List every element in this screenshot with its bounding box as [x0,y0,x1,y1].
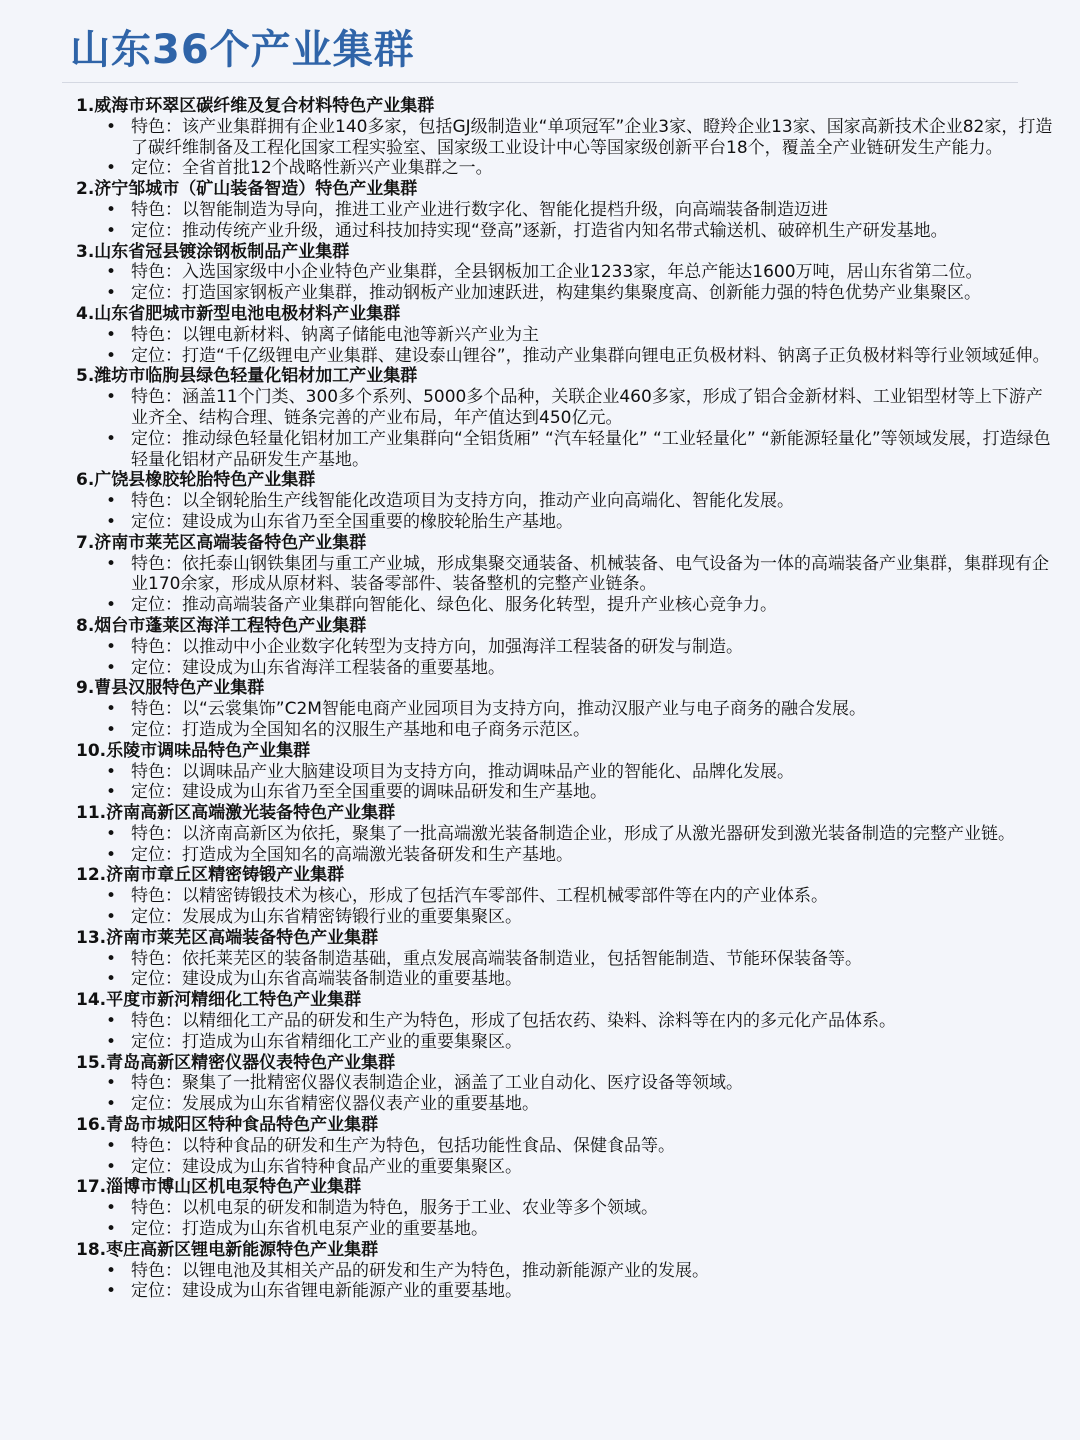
title-divider [62,82,1018,83]
cluster-detail-item [76,658,1054,679]
bullet-icon: • [106,907,117,928]
cluster-detail-item [76,824,1054,845]
cluster-detail-text: 定位：打造国家钢板产业集群，推动钢板产业加速跃进，构建集约集聚度高、创新能力强的特色优势产业集聚区。 [131,283,981,304]
cluster-detail-item [76,1281,1054,1302]
bullet-icon: • [106,969,117,990]
bullet-icon: • [106,1031,117,1052]
cluster-detail-text: 特色：依托莱芜区的装备制造基础，重点发展高端装备制造业，包括智能制造、节能环保装备等。 [131,948,862,969]
cluster-section [76,741,1054,803]
bullet-icon: • [106,948,117,969]
cluster-detail-item [76,949,1054,970]
cluster-detail-text: 特色：以济南高新区为依托，聚集了一批高端激光装备制造企业，形成了从激光器研发到激光装备制造的完整产业链。 [131,823,1015,844]
cluster-detail-item [76,221,1054,242]
cluster-section [76,533,1054,616]
cluster-detail-item [76,845,1054,866]
cluster-detail-text: 特色：以机电泵的研发和制造为特色，服务于工业、农业等多个领域。 [131,1198,658,1219]
cluster-heading: 12.济南市章丘区精密铸锻产业集群 [76,865,345,886]
cluster-section [76,366,1054,470]
cluster-detail-text: 特色：以推动中小企业数字化转型为支持方向，加强海洋工程装备的研发与制造。 [131,636,743,657]
cluster-detail-text: 特色：以特种食品的研发和生产为特色，包括功能性食品、保健食品等。 [131,1135,675,1156]
cluster-detail-item [76,1136,1054,1157]
bullet-icon: • [106,823,117,844]
cluster-section [76,928,1054,990]
cluster-detail-text: 特色：以“云裳集饰”C2M智能电商产业园项目为支持方向，推动汉服产业与电子商务的融合发展。 [131,699,866,720]
cluster-section [76,242,1054,304]
cluster-detail-item [76,325,1054,346]
bullet-icon: • [106,387,117,408]
cluster-detail-text: 定位：推动高端装备产业集群向智能化、绿色化、服务化转型，提升产业核心竞争力。 [131,595,777,616]
cluster-detail-text: 定位：全省首批12个战略性新兴产业集群之一。 [131,158,493,179]
cluster-heading: 17.淄博市博山区机电泵特色产业集群 [76,1177,362,1198]
cluster-heading: 8.烟台市蓬莱区海洋工程特色产业集群 [76,615,367,636]
bullet-icon: • [106,886,117,907]
bullet-icon: • [106,1198,117,1219]
cluster-detail-item [76,1073,1054,1094]
cluster-heading: 11.济南高新区高端激光装备特色产业集群 [76,803,396,824]
bullet-icon: • [106,491,117,512]
cluster-detail-text: 定位：建设成为山东省高端装备制造业的重要基地。 [131,969,522,990]
cluster-detail-item [76,1032,1054,1053]
cluster-section [76,304,1054,366]
cluster-detail-text: 特色：以精细化工产品的研发和生产为特色，形成了包括农药、染料、涂料等在内的多元化产品体系。 [131,1011,896,1032]
cluster-detail-text: 定位：发展成为山东省精密铸锻行业的重要集聚区。 [131,907,522,928]
cluster-detail-text: 定位：打造成为山东省机电泵产业的重要基地。 [131,1219,488,1240]
cluster-detail-item [76,1011,1054,1032]
cluster-detail-item [76,158,1054,179]
bullet-icon: • [106,220,117,241]
cluster-section [76,1115,1054,1177]
cluster-detail-text: 定位：推动绿色轻量化铝材加工产业集群向“全铝货厢” “汽车轻量化” “工业轻量化” “新能源轻量化”等领域发展，打造绿色轻量化铝材产品研发生产基地。 [131,428,1051,470]
bullet-icon: • [106,636,117,657]
bullet-icon: • [106,553,117,574]
cluster-detail-item [76,491,1054,512]
cluster-detail-text: 特色：该产业集群拥有企业140多家，包括GJ级制造业“单项冠军”企业3家、瞪羚企业13家、国家高新技术企业82家，打造了碳纤维制备及工程化国家工程实验室、国家级工业设计中心等国家级创新平台18个，覆盖全产业链研发生产能力。 [131,116,1053,158]
bullet-icon: • [106,782,117,803]
cluster-section [76,1240,1054,1302]
cluster-detail-text: 特色：涵盖11个门类、300多个系列、5000多个品种，关联企业460多家，形成了铝合金新材料、工业铝型材等上下游产业齐全、结构合理、链条完善的产业布局，年产值达到450亿元。 [131,387,1043,428]
cluster-detail-text: 定位：建设成为山东省乃至全国重要的调味品研发和生产基地。 [131,782,607,803]
bullet-icon: • [106,283,117,304]
cluster-detail-item [76,595,1054,616]
cluster-detail-item [76,429,1054,471]
bullet-icon: • [106,699,117,720]
cluster-section [76,96,1054,179]
cluster-detail-item [76,1198,1054,1219]
cluster-section [76,803,1054,865]
cluster-detail-text: 特色：以锂电池及其相关产品的研发和生产为特色，推动新能源产业的发展。 [131,1260,709,1281]
cluster-detail-item [76,720,1054,741]
bullet-icon: • [106,844,117,865]
bullet-icon: • [106,1260,117,1281]
bullet-icon: • [106,1281,117,1302]
cluster-detail-text: 定位：打造成为全国知名的汉服生产基地和电子商务示范区。 [131,719,590,740]
cluster-detail-item [76,782,1054,803]
bullet-icon: • [106,1135,117,1156]
cluster-section [76,678,1054,740]
cluster-section [76,616,1054,678]
cluster-detail-text: 定位：打造成为山东省精细化工产业的重要集聚区。 [131,1031,522,1052]
cluster-detail-text: 特色：以全钢轮胎生产线智能化改造项目为支持方向，推动产业向高端化、智能化发展。 [131,491,794,512]
cluster-detail-text: 特色：依托泰山钢铁集团与重工产业城，形成集聚交通装备、机械装备、电气设备为一体的高端装备产业集群，集群现有企业170余家，形成从原材料、装备零部件、装备整机的完整产业链条。 [131,553,1049,595]
cluster-section [76,1177,1054,1239]
bullet-icon: • [106,1011,117,1032]
cluster-heading: 13.济南市莱芜区高端装备特色产业集群 [76,927,379,948]
cluster-detail-item [76,262,1054,283]
cluster-heading: 6.广饶县橡胶轮胎特色产业集群 [76,470,316,491]
cluster-detail-item [76,117,1054,159]
bullet-icon: • [106,199,117,220]
cluster-heading: 5.潍坊市临朐县绿色轻量化铝材加工产业集群 [76,366,418,387]
bullet-icon: • [106,324,117,345]
cluster-heading: 16.青岛市城阳区特种食品特色产业集群 [76,1115,379,1136]
cluster-detail-text: 定位：建设成为山东省乃至全国重要的橡胶轮胎生产基地。 [131,511,573,532]
cluster-section [76,865,1054,927]
cluster-heading: 15.青岛高新区精密仪器仪表特色产业集群 [76,1052,396,1073]
cluster-section [76,470,1054,532]
cluster-detail-text: 定位：打造成为全国知名的高端激光装备研发和生产基地。 [131,844,573,865]
bullet-icon: • [106,1094,117,1115]
cluster-heading: 14.平度市新河精细化工特色产业集群 [76,990,362,1011]
cluster-heading: 7.济南市莱芜区高端装备特色产业集群 [76,532,367,553]
cluster-detail-item [76,1261,1054,1282]
cluster-section [76,990,1054,1052]
cluster-heading: 3.山东省冠县镀涂钢板制品产业集群 [76,241,350,262]
bullet-icon: • [106,345,117,366]
cluster-detail-text: 定位：推动传统产业升级，通过科技加持实现“登高”逐新，打造省内知名带式输送机、破碎机生产研发基地。 [131,220,948,241]
cluster-section [76,179,1054,241]
bullet-icon: • [106,511,117,532]
cluster-detail-item [76,762,1054,783]
bullet-icon: • [106,116,117,137]
cluster-detail-item [76,637,1054,658]
cluster-heading: 10.乐陵市调味品特色产业集群 [76,740,311,761]
cluster-detail-text: 定位：打造“千亿级锂电产业集群、建设泰山锂谷”，推动产业集群向锂电正负极材料、钠离子正负极材料等行业领域延伸。 [131,345,1050,366]
page-title: 山东36个产业集群 [70,27,415,73]
cluster-heading: 2.济宁邹城市（矿山装备智造）特色产业集群 [76,179,418,200]
cluster-detail-item [76,512,1054,533]
cluster-detail-item [76,200,1054,221]
bullet-icon: • [106,262,117,283]
bullet-icon: • [106,1073,117,1094]
cluster-list [0,96,1080,1302]
cluster-detail-item [76,1157,1054,1178]
cluster-heading: 18.枣庄高新区锂电新能源特色产业集群 [76,1239,379,1260]
cluster-detail-text: 特色：以精密铸锻技术为核心，形成了包括汽车零部件、工程机械零部件等在内的产业体系。 [131,886,828,907]
cluster-detail-text: 定位：建设成为山东省锂电新能源产业的重要基地。 [131,1281,522,1302]
cluster-detail-text: 特色：以调味品产业大脑建设项目为支持方向，推动调味品产业的智能化、品牌化发展。 [131,761,794,782]
cluster-detail-text: 特色：入选国家级中小企业特色产业集群，全县钢板加工企业1233家，年总产能达1600万吨，居山东省第二位。 [131,262,983,283]
bullet-icon: • [106,158,117,179]
cluster-detail-item [76,283,1054,304]
cluster-detail-item [76,1094,1054,1115]
cluster-detail-item [76,699,1054,720]
cluster-detail-item [76,1219,1054,1240]
cluster-detail-text: 定位：建设成为山东省海洋工程装备的重要基地。 [131,657,505,678]
bullet-icon: • [106,657,117,678]
cluster-heading: 4.山东省肥城市新型电池电极材料产业集群 [76,303,401,324]
cluster-detail-text: 特色：以智能制造为导向，推进工业产业进行数字化、智能化提档升级，向高端装备制造迈进 [131,199,828,220]
bullet-icon: • [106,428,117,449]
cluster-section [76,1053,1054,1115]
cluster-detail-item [76,886,1054,907]
bullet-icon: • [106,1219,117,1240]
cluster-detail-text: 定位：建设成为山东省特种食品产业的重要集聚区。 [131,1156,522,1177]
cluster-detail-text: 特色：聚集了一批精密仪器仪表制造企业，涵盖了工业自动化、医疗设备等领域。 [131,1073,743,1094]
cluster-detail-item [76,969,1054,990]
cluster-detail-item [76,554,1054,596]
cluster-detail-text: 特色：以锂电新材料、钠离子储能电池等新兴产业为主 [131,324,539,345]
bullet-icon: • [106,595,117,616]
cluster-heading: 9.曹县汉服特色产业集群 [76,678,265,699]
cluster-heading: 1.威海市环翠区碳纤维及复合材料特色产业集群 [76,96,435,116]
cluster-detail-item [76,346,1054,367]
bullet-icon: • [106,761,117,782]
cluster-detail-item [76,387,1054,429]
cluster-detail-text: 定位：发展成为山东省精密仪器仪表产业的重要基地。 [131,1094,539,1115]
bullet-icon: • [106,1156,117,1177]
bullet-icon: • [106,719,117,740]
cluster-detail-item [76,907,1054,928]
